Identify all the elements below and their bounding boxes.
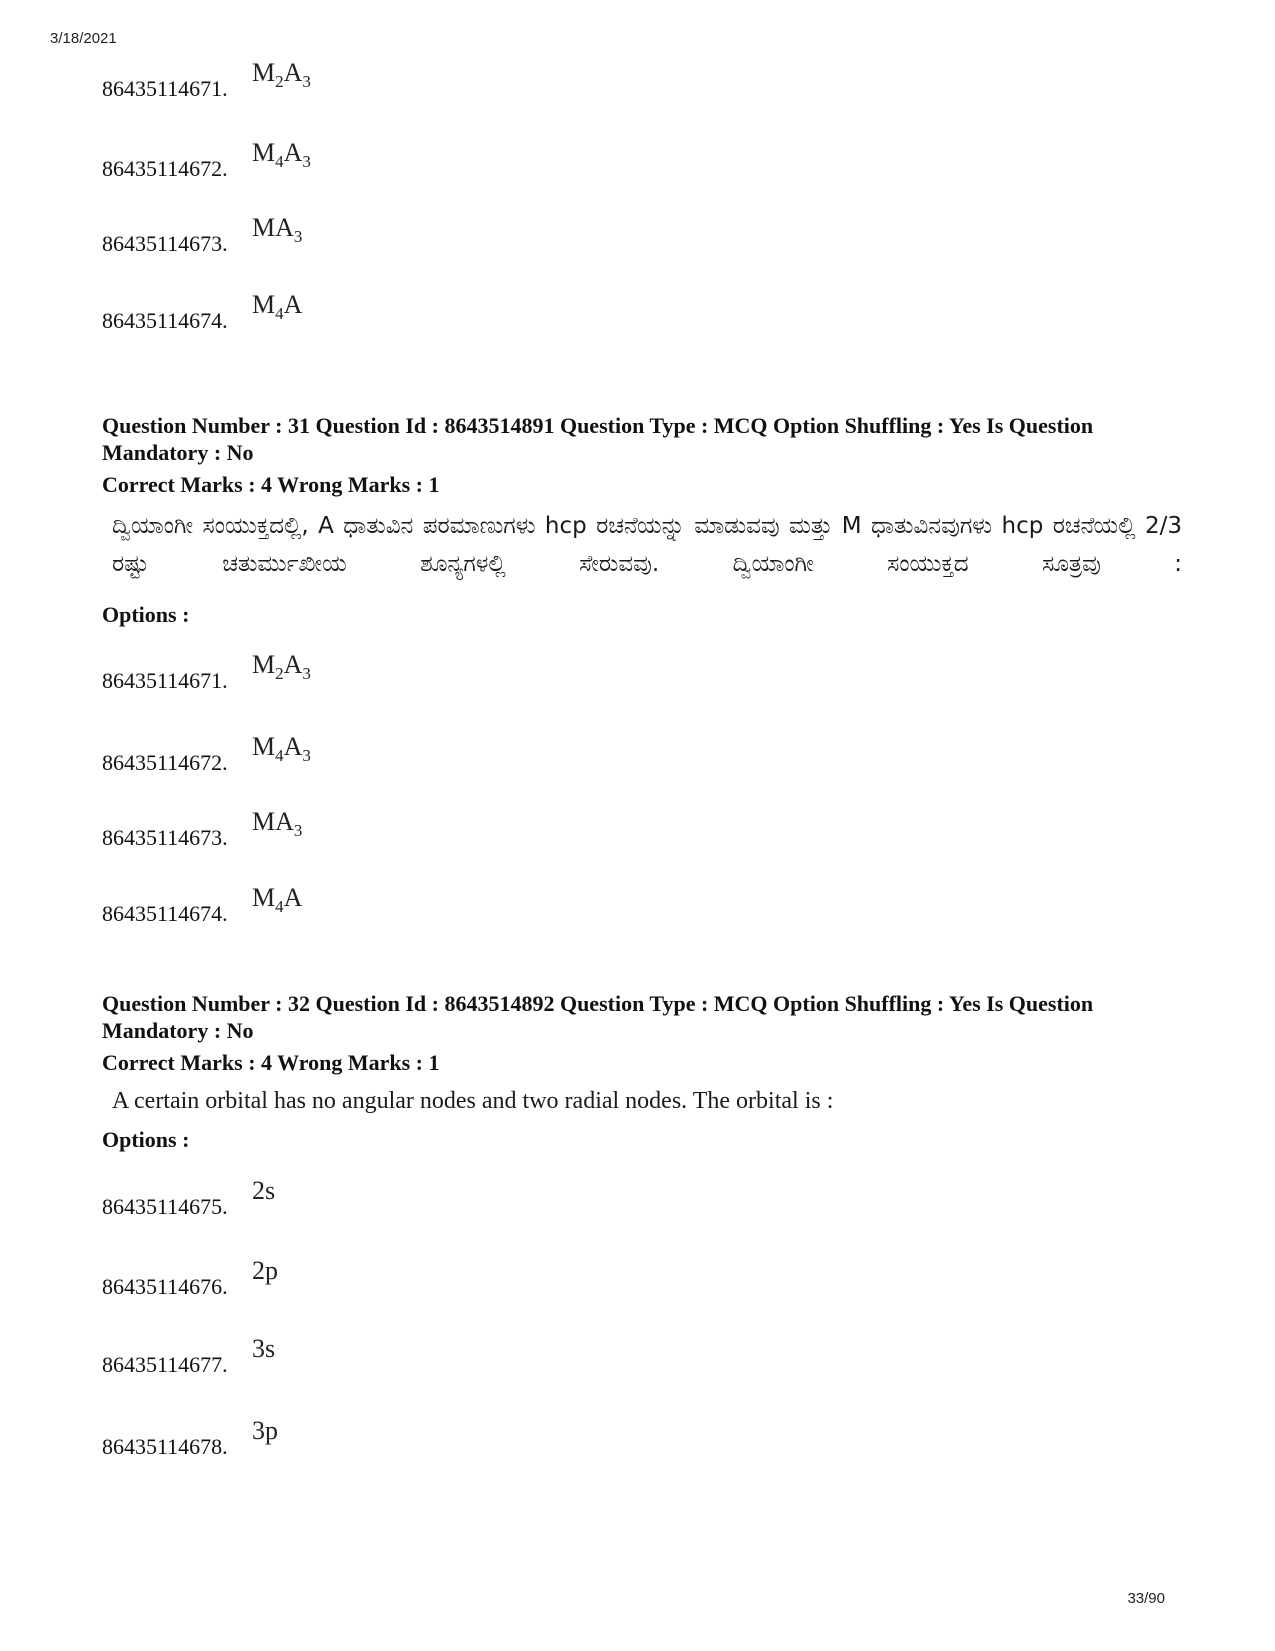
- option-id: 86435114672.: [102, 750, 228, 775]
- option-id: 86435114675.: [102, 1194, 228, 1219]
- option-id: 86435114674.: [102, 901, 228, 926]
- option-value: 3s: [252, 1334, 276, 1363]
- option-formula: $M_4A$: [252, 290, 303, 323]
- option-id: 86435114677.: [102, 1352, 228, 1377]
- option-id: 86435114672.: [102, 156, 228, 181]
- question-marks: Correct Marks : 4 Wrong Marks : 1: [102, 472, 440, 497]
- options-label: Options :: [102, 602, 190, 627]
- page-number: 33/90: [1127, 1590, 1165, 1607]
- question-marks: Correct Marks : 4 Wrong Marks : 1: [102, 1050, 440, 1075]
- option-formula: $MA_3$: [252, 213, 303, 246]
- option-formula: $M_2A_3$: [252, 650, 311, 683]
- option-value: 2s: [252, 1176, 276, 1205]
- options-label: Options :: [102, 1127, 190, 1152]
- option-formula: $M_4A_3$: [252, 138, 311, 171]
- option-value: 2p: [252, 1256, 278, 1285]
- option-id: 86435114674.: [102, 308, 228, 333]
- question-header: Question Number : 31 Question Id : 8643514891 Question Type : MCQ Option Shuffling : Yes Is Question Mandatory : No: [102, 413, 1094, 465]
- question-text: A certain orbital has no angular nodes and two radial nodes. The orbital is :: [112, 1088, 834, 1114]
- option-formula: $M_4A$: [252, 883, 303, 916]
- option-formula: $M_2A_3$: [252, 58, 311, 91]
- option-id: 86435114671.: [102, 76, 228, 101]
- question-text: ದ್ವಿಯಾಂಗೀ ಸಂಯುಕ್ತದಲ್ಲಿ, A ಧಾತುವಿನ ಪರಮಾಣುಗಳು hcp ರಚನೆಯನ್ನು ಮಾಡುವವು ಮತ್ತು M ಧಾತುವಿನವುಗಳು hcp ರಚನೆಯಲ್ಲಿ 2/3 ರಷ್ಟು ಚತುರ್ಮುಖೀಯ ಶೂನ್ಯಗಳಲ್ಲಿ ಸೇರುವವು. ದ್ವಿಯಾಂಗೀ ಸಂಯುಕ್ತದ ಸೂತ್ರವು :: [112, 513, 1182, 577]
- option-id: 86435114678.: [102, 1434, 228, 1459]
- question-header: Question Number : 32 Question Id : 8643514892 Question Type : MCQ Option Shuffling : Yes Is Question Mandatory : No: [102, 991, 1094, 1043]
- print-date: 3/18/2021: [50, 30, 117, 47]
- option-id: 86435114671.: [102, 668, 228, 693]
- option-id: 86435114673.: [102, 231, 228, 256]
- option-value: 3p: [252, 1416, 278, 1445]
- option-formula: $MA_3$: [252, 807, 303, 840]
- option-formula: $M_4A_3$: [252, 732, 311, 765]
- option-id: 86435114673.: [102, 825, 228, 850]
- option-id: 86435114676.: [102, 1274, 228, 1299]
